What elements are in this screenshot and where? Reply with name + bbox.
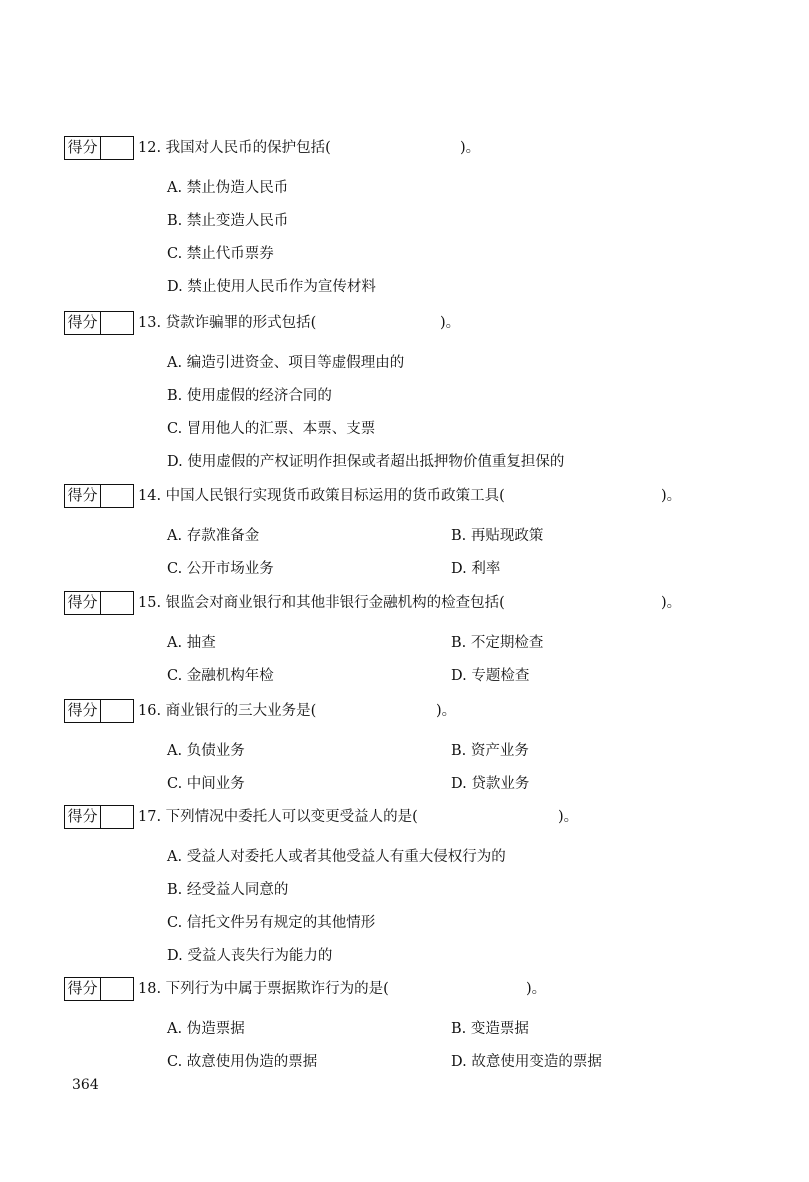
score-label: 得分 [65,312,101,334]
option-b: B. 资产业务 [451,743,529,759]
question-text: 商业银行的三大业务是( [165,703,317,719]
score-label: 得分 [65,592,101,614]
question-number: 17. [138,809,162,825]
answer-paren-close: )。 [558,809,579,825]
page-number: 364 [72,1077,99,1093]
option-a: A. 抽查 [167,635,216,651]
question-text: 下列情况中委托人可以变更受益人的是( [165,809,418,825]
question-12 [64,136,784,304]
question-stem [138,807,579,827]
option-b: B. 使用虚假的经济合同的 [167,388,332,404]
question-header [64,977,784,1003]
option-c: C. 公开市场业务 [167,561,274,577]
question-stem [138,138,481,158]
options-list [167,520,784,586]
question-stem [138,313,461,333]
score-box [64,977,134,1001]
question-number: 18. [138,981,162,997]
question-text: 我国对人民币的保护包括( [165,140,331,156]
option-a: A. 伪造票据 [167,1021,245,1037]
question-number: 16. [138,703,162,719]
option-a: A. 负债业务 [167,743,245,759]
score-label: 得分 [65,700,101,722]
question-stem [138,486,682,506]
question-text: 中国人民银行实现货币政策目标运用的货币政策工具( [165,488,505,504]
option-b: B. 不定期检查 [451,635,544,651]
question-17 [64,805,784,973]
score-box [64,136,134,160]
score-blank[interactable] [101,700,133,722]
question-stem [138,979,547,999]
answer-paren-close: )。 [460,140,481,156]
answer-paren-close: )。 [440,315,461,331]
question-number: 13. [138,315,162,331]
options-list [167,347,784,479]
option-d: D. 专题检查 [451,668,530,684]
option-c: C. 中间业务 [167,776,245,792]
question-number: 12. [138,140,162,156]
option-b: B. 禁止变造人民币 [167,213,289,229]
options-list [167,627,784,693]
question-16 [64,699,784,801]
option-d: D. 使用虚假的产权证明作担保或者超出抵押物价值重复担保的 [167,454,565,470]
question-18 [64,977,784,1079]
question-header [64,136,784,162]
score-blank[interactable] [101,312,133,334]
options-list [167,735,784,801]
option-c: C. 金融机构年检 [167,668,274,684]
option-b: B. 变造票据 [451,1021,529,1037]
option-d: D. 利率 [451,561,501,577]
option-a: A. 受益人对委托人或者其他受益人有重大侵权行为的 [167,849,506,865]
question-number: 14. [138,488,162,504]
question-header [64,591,784,617]
score-label: 得分 [65,806,101,828]
question-text: 下列行为中属于票据欺诈行为的是( [165,981,389,997]
question-15 [64,591,784,693]
score-box [64,699,134,723]
score-blank[interactable] [101,137,133,159]
score-box [64,805,134,829]
score-box [64,311,134,335]
option-d: D. 故意使用变造的票据 [451,1054,602,1070]
options-list [167,841,784,973]
option-c: C. 故意使用伪造的票据 [167,1054,318,1070]
option-b: B. 再贴现政策 [451,528,544,544]
question-number: 15. [138,595,162,611]
option-c: C. 信托文件另有规定的其他情形 [167,915,376,931]
option-b: B. 经受益人同意的 [167,882,289,898]
options-list [167,172,784,304]
answer-paren-close: )。 [526,981,547,997]
option-c: C. 冒用他人的汇票、本票、支票 [167,421,376,437]
option-a: A. 禁止伪造人民币 [167,180,289,196]
score-blank[interactable] [101,978,133,1000]
score-blank[interactable] [101,592,133,614]
question-text: 银监会对商业银行和其他非银行金融机构的检查包括( [165,595,505,611]
options-list [167,1013,784,1079]
question-stem [138,701,457,721]
option-d: D. 贷款业务 [451,776,530,792]
question-header [64,805,784,831]
score-blank[interactable] [101,485,133,507]
option-a: A. 存款准备金 [167,528,260,544]
option-d: D. 受益人丧失行为能力的 [167,948,333,964]
question-header [64,311,784,337]
score-box [64,484,134,508]
score-label: 得分 [65,137,101,159]
question-13 [64,311,784,479]
question-text: 贷款诈骗罪的形式包括( [165,315,317,331]
option-c: C. 禁止代币票券 [167,246,274,262]
option-a: A. 编造引进资金、项目等虚假理由的 [167,355,405,371]
score-label: 得分 [65,978,101,1000]
option-d: D. 禁止使用人民币作为宣传材料 [167,279,376,295]
answer-paren-close: )。 [661,488,682,504]
answer-paren-close: )。 [436,703,457,719]
score-box [64,591,134,615]
score-label: 得分 [65,485,101,507]
question-header [64,699,784,725]
question-14 [64,484,784,586]
question-stem [138,593,682,613]
answer-paren-close: )。 [661,595,682,611]
score-blank[interactable] [101,806,133,828]
question-header [64,484,784,510]
